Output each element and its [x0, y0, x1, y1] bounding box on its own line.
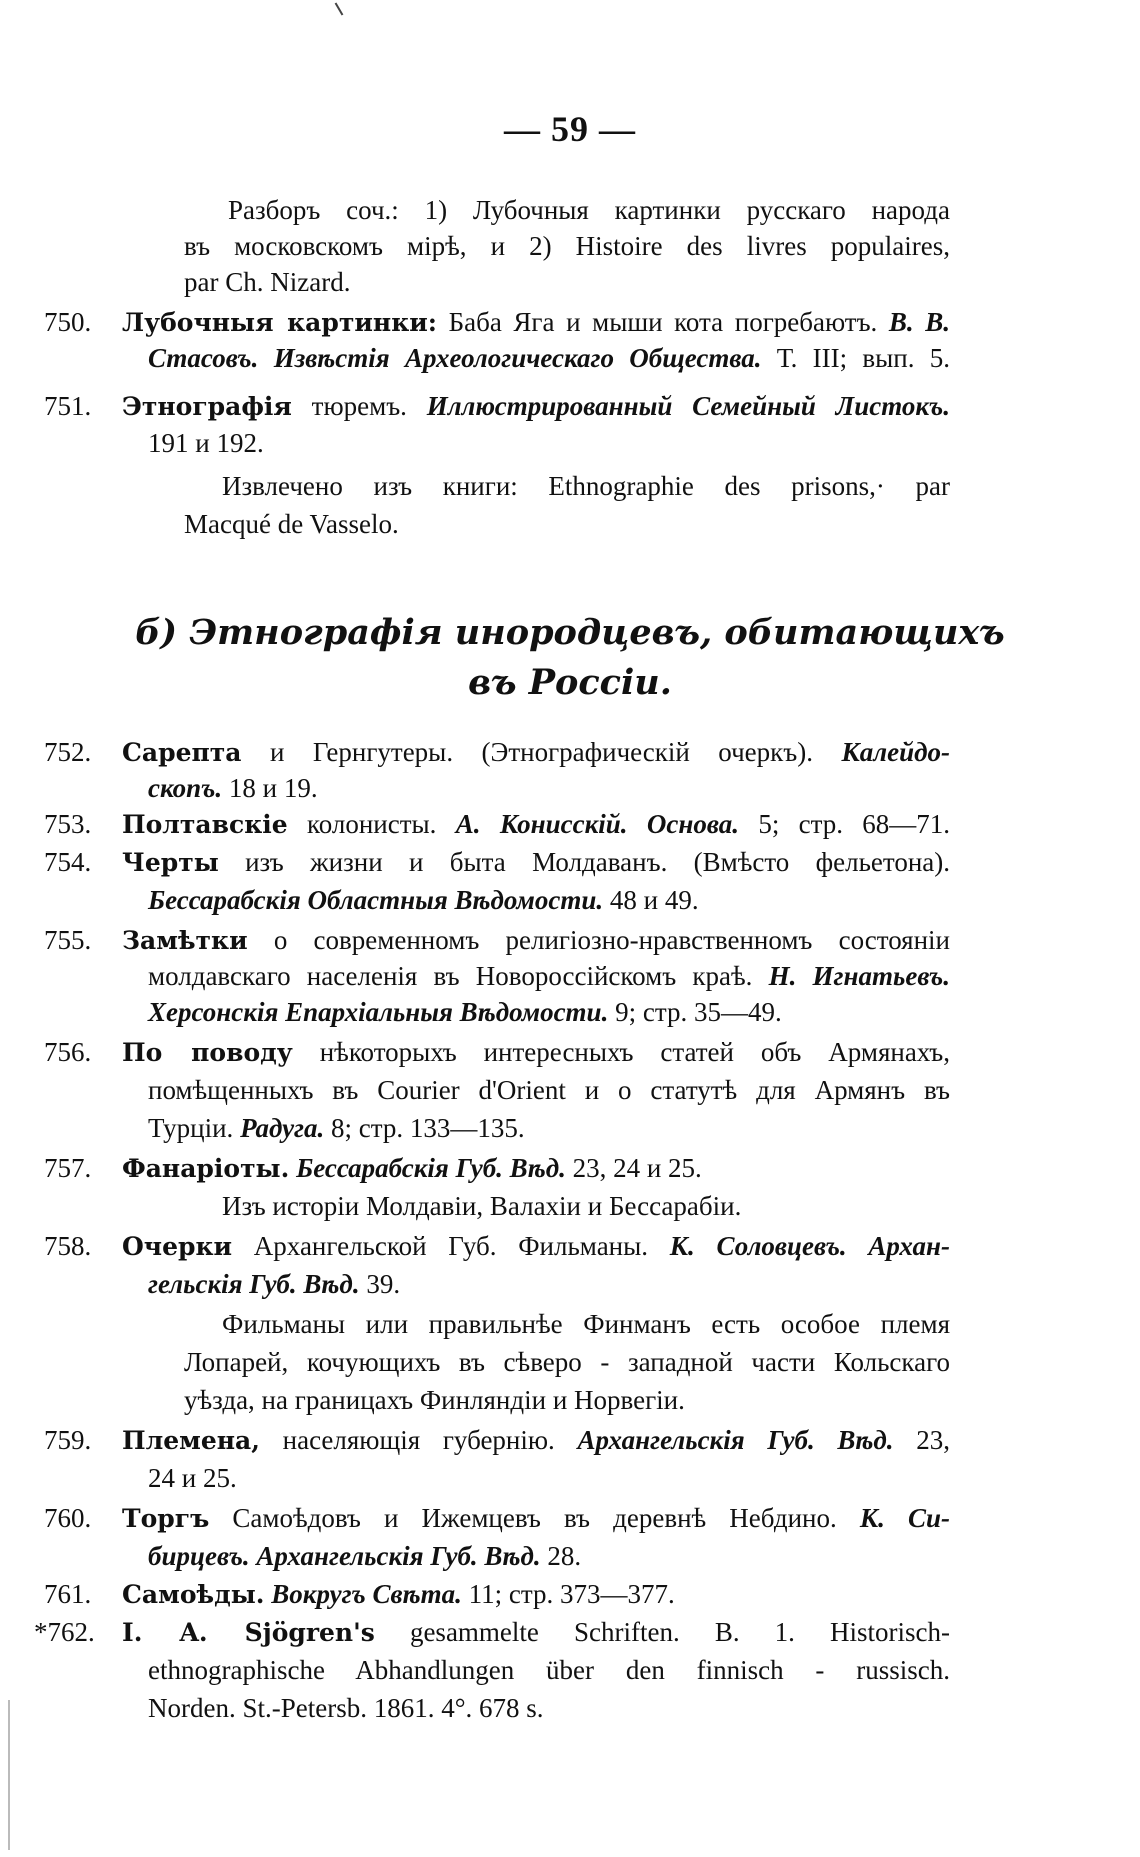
entry-title: По поводу: [122, 1038, 293, 1067]
entry-text: 9; стр. 35—49.: [615, 997, 782, 1027]
entry-751-line-2: 191 и 192.: [148, 428, 264, 458]
entry-author: бирцевъ.: [148, 1541, 250, 1571]
entry-source: гельскія Губ. Вѣд.: [148, 1269, 360, 1299]
intro-line-1: Разборъ соч.: 1) Лубочныя картинки русскаго народа: [228, 195, 950, 225]
entry-757-line-1: [122, 1152, 702, 1185]
entry-text: Самоѣдовъ и Ижемцевъ въ деревнѣ Небдино.: [232, 1503, 837, 1533]
entry-source: Иллюстрированный Семейный Листокъ.: [426, 391, 951, 421]
entry-source: Основа.: [646, 809, 739, 839]
entry-756-line-2: помѣщенныхъ въ Courier d'Orient и о статутѣ для Армянъ въ: [148, 1075, 950, 1105]
entry-text: колонисты.: [306, 809, 437, 839]
entry-source: Бессарабскія Областныя Вѣдомости.: [148, 885, 604, 915]
entry-text: 39.: [366, 1269, 401, 1299]
intro-line-3: par Ch. Nizard.: [184, 267, 351, 297]
entry-author: В. В.: [888, 307, 951, 337]
entry-758-annotation-2: Лопарей, кочующихъ въ сѣверо - западной части Кольскаго: [184, 1347, 950, 1377]
entry-title: I. A. Sjögren's: [122, 1618, 375, 1647]
entry-author: К. Соловцевъ.: [669, 1231, 847, 1261]
entry-title: Очерки: [122, 1232, 233, 1261]
entry-text: Турціи.: [148, 1113, 234, 1143]
entry-759-line-1: [122, 1424, 950, 1457]
entry-number: 752.: [44, 737, 92, 767]
entry-text: 5; стр. 68—71.: [758, 809, 951, 839]
entry-759-line-2: 24 и 25.: [148, 1463, 237, 1493]
entry-755-line-2: [148, 960, 950, 992]
entry-number: 760.: [44, 1503, 92, 1533]
entry-text: Архангельской Губ. Фильманы.: [253, 1231, 649, 1261]
entry-title: Сарепта: [122, 738, 242, 767]
entry-text: о современномъ религіозно-нравственномъ состояніи: [273, 925, 950, 955]
entry-title: Замѣтки: [122, 926, 248, 955]
entry-text: молдавскаго населенія въ Новороссійскомъ краѣ.: [148, 961, 753, 991]
entry-750-line-2: [148, 342, 950, 374]
section-heading-line-2: въ Россіи.: [468, 662, 672, 703]
entry-author: Н. Игнатьевъ.: [768, 961, 951, 991]
entry-758-annotation-1: Фильманы или правильнѣе Финманъ есть особое племя: [222, 1309, 950, 1339]
entry-title: Самоѣды.: [122, 1580, 265, 1609]
entry-text: 23,: [916, 1425, 950, 1455]
entry-source: Бессарабскія Губ. Вѣд.: [296, 1153, 566, 1183]
entry-title: Полтавскіе: [122, 810, 288, 839]
entry-757-annotation: Изъ исторіи Молдавіи, Валахіи и Бессарабіи.: [222, 1191, 742, 1221]
entry-751-annotation-2: Macqué de Vasselo.: [184, 509, 399, 539]
entry-author: Стасовъ.: [148, 343, 259, 373]
entry-760-line-1: [122, 1502, 950, 1535]
entry-source: Херсонскія Епархіальныя Вѣдомости.: [148, 997, 609, 1027]
entry-text: населяющія губернію.: [282, 1425, 555, 1455]
entry-751-line-1: [122, 390, 950, 423]
entry-author: К. Си-: [859, 1503, 951, 1533]
entry-number: 759.: [44, 1425, 92, 1455]
entry-text: 48 и 49.: [609, 885, 699, 915]
entry-758-line-2: [148, 1268, 400, 1300]
entry-source: Архангельскія Губ. Вѣд.: [577, 1425, 894, 1455]
entry-number: 756.: [44, 1037, 92, 1067]
entry-754-line-2: [148, 884, 699, 916]
entry-title: Племена,: [122, 1426, 260, 1455]
entry-number: 753.: [44, 809, 92, 839]
entry-755-line-1: [122, 924, 950, 957]
entry-source: Радуга.: [240, 1113, 325, 1143]
entry-text: и Гернгутеры. (Этнографическій очеркъ).: [269, 737, 813, 767]
entry-text: изъ жизни и быта Молдаванъ. (Вмѣсто фельетона).: [245, 847, 950, 877]
entry-number: 757.: [44, 1153, 92, 1183]
entry-text: 18 и 19.: [228, 773, 318, 803]
entry-753-line-1: [122, 808, 950, 841]
entry-title: Лубочныя картинки:: [122, 308, 438, 337]
entry-760-line-2: [148, 1540, 581, 1572]
entry-number: 761.: [44, 1579, 92, 1609]
entry-source: скопъ.: [148, 773, 223, 803]
entry-756-line-1: [122, 1036, 950, 1069]
entry-title: Этнографія: [122, 392, 292, 421]
entry-751-annotation-1: Извлечено изъ книги: Ethnographie des prisons,· par: [222, 471, 950, 501]
entry-author: А. Конисскій.: [455, 809, 628, 839]
intro-line-2: въ московскомъ мірѣ, и 2) Histoire des livres populaires,: [184, 231, 950, 261]
entry-762-line-1: [122, 1616, 950, 1649]
entry-752-line-1: [122, 736, 950, 769]
page-number: — 59 —: [504, 109, 636, 149]
entry-number: 750.: [44, 307, 92, 337]
entry-title: Черты: [122, 848, 219, 877]
scan-mark-top: [335, 2, 344, 15]
scan-mark-left: [8, 1700, 10, 1850]
entry-762-line-3: Norden. St.-Petersb. 1861. 4°. 678 s.: [148, 1693, 544, 1723]
entry-number: 751.: [44, 391, 92, 421]
entry-title: Торгъ: [122, 1504, 210, 1533]
entry-text: 8; стр. 133—135.: [331, 1113, 525, 1143]
entry-source: Извѣстія Археологическаго Общества.: [273, 343, 762, 373]
entry-text: нѣкоторыхъ интересныхъ статей объ Армянахъ,: [319, 1037, 950, 1067]
entry-text: 11; стр. 373—377.: [468, 1579, 675, 1609]
entry-761-line-1: [122, 1578, 675, 1611]
entry-number: *762.: [34, 1617, 95, 1647]
entry-755-line-3: [148, 996, 782, 1028]
entry-text: 23, 24 и 25.: [572, 1153, 702, 1183]
entry-text: тюремъ.: [311, 391, 407, 421]
entry-number: 755.: [44, 925, 92, 955]
entry-source: Вокругъ Свѣта.: [271, 1579, 462, 1609]
entry-758-annotation-3: уѣзда, на границахъ Финляндіи и Норвегіи.: [184, 1385, 685, 1415]
entry-source: Архангельскія Губ. Вѣд.: [256, 1541, 541, 1571]
entry-text: 28.: [547, 1541, 582, 1571]
entry-752-line-2: [148, 772, 318, 804]
entry-title: Фанаріоты.: [122, 1154, 290, 1183]
entry-text: Баба Яга и мыши кота погребаютъ.: [448, 307, 878, 337]
entry-text: gesammelte Schriften. B. 1. Historisch-: [409, 1617, 950, 1647]
entry-756-line-3: [148, 1112, 525, 1144]
entry-758-line-1: [122, 1230, 950, 1263]
entry-source: Калейдо-: [841, 737, 951, 767]
entry-number: 758.: [44, 1231, 92, 1261]
entry-750-line-1: [122, 306, 950, 339]
entry-number: 754.: [44, 847, 92, 877]
entry-text: Т. III; вып. 5.: [776, 343, 951, 373]
section-heading-line-1: б) Этнографія инородцевъ, обитающихъ: [135, 612, 1005, 653]
entry-754-line-1: [122, 846, 950, 879]
entry-762-line-2: ethnographische Abhandlungen über den finnisch - russisch.: [148, 1655, 950, 1685]
entry-source: Архан-: [868, 1231, 950, 1261]
